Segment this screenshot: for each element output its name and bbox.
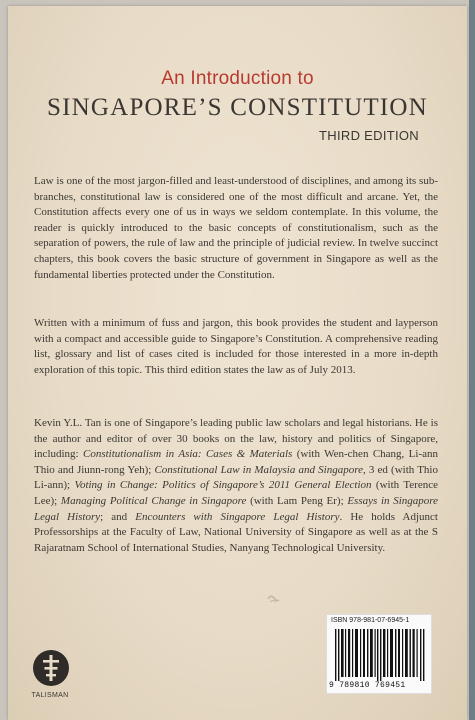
bio-text: . He holds Adjunct Professorships at the Faculty of Law, National University of Singapore as well as at the S Rajaratnam School of International Studies, Nanyang Technological University. (34, 510, 438, 554)
book-title-constitutionalism-in-asia: Constitutionalism in Asia: Cases & Materials (83, 448, 293, 461)
background-edge (469, 0, 475, 720)
barcode-panel (326, 614, 432, 694)
book-title-encounters-legal-history: Encounters with Singapore Legal History (135, 510, 340, 523)
title-line-2: SINGAPORE’S CONSTITUTION (47, 94, 428, 121)
talisman-logo-icon (32, 649, 70, 692)
title-line-1: An Introduction to (161, 68, 314, 89)
bio-text: (with Wen-chen Chang, Li-ann Thio and Jiunn-rong Yeh); (34, 448, 438, 476)
book-title-constitutional-law: Constitutional Law in Malaysia and Singapore (154, 463, 363, 476)
author-bio (34, 416, 438, 556)
blurb-paragraph-2: Written with a minimum of fuss and jargon, this book provides the student and layperson with a compact and accessible guide to Singapore’s Constitution. A comprehensive reading list, glossary and list of cases cited is included for those interested in a more in-depth exploration of this topic. This third edition states the law as of July 2013. (34, 317, 438, 376)
isbn-label: ISBN 978-981-07-6945-1 (331, 617, 410, 624)
bio-text: Kevin Y.L. Tan is one of Singapore’s leading public law scholars and legal historians. He is the author and editor of over 30 books on the law, history and politics of Singapore, including: (34, 417, 438, 461)
book-title-managing-political-change: Managing Political Change in Singapore (60, 494, 247, 507)
edition-label: THIRD EDITION (319, 128, 419, 143)
book-title-essays-legal-history: Essays in Singapore Legal History (34, 494, 439, 523)
bio-text: , 3 ed (with Thio Li-ann); (34, 463, 438, 492)
bio-text: (with Lam Peng Er); (246, 494, 348, 507)
barcode-icon (335, 629, 425, 681)
book-back-cover (8, 6, 467, 720)
isbn-digits: 9 789810 769451 (329, 681, 406, 690)
smudge-mark (266, 593, 280, 605)
bio-text: (with Terence Lee); (34, 479, 438, 507)
blurb-paragraph-1: Law is one of the most jargon-filled and least-understood of disciplines, and among its sub-branches, constitutional law is considered one of the most difficult and arcane. Yet, the Constitution affects every one of us in ways we seldom contemplate. In this volume, the reader is quickly introduced to the basic concepts of constitutionalism, such as the separation of powers, the rule of law and the principle of judicial review. In twelve succinct chapters, this book covers the basic structure of government in Singapore as well as the fundamental liberties protected under the Constitution. (34, 175, 438, 281)
publisher-name: TALISMAN (31, 692, 69, 699)
book-title-voting-in-change: Voting in Change: Politics of Singapore’s 2011 General Election (74, 479, 372, 492)
bio-text: ; and (100, 510, 136, 523)
